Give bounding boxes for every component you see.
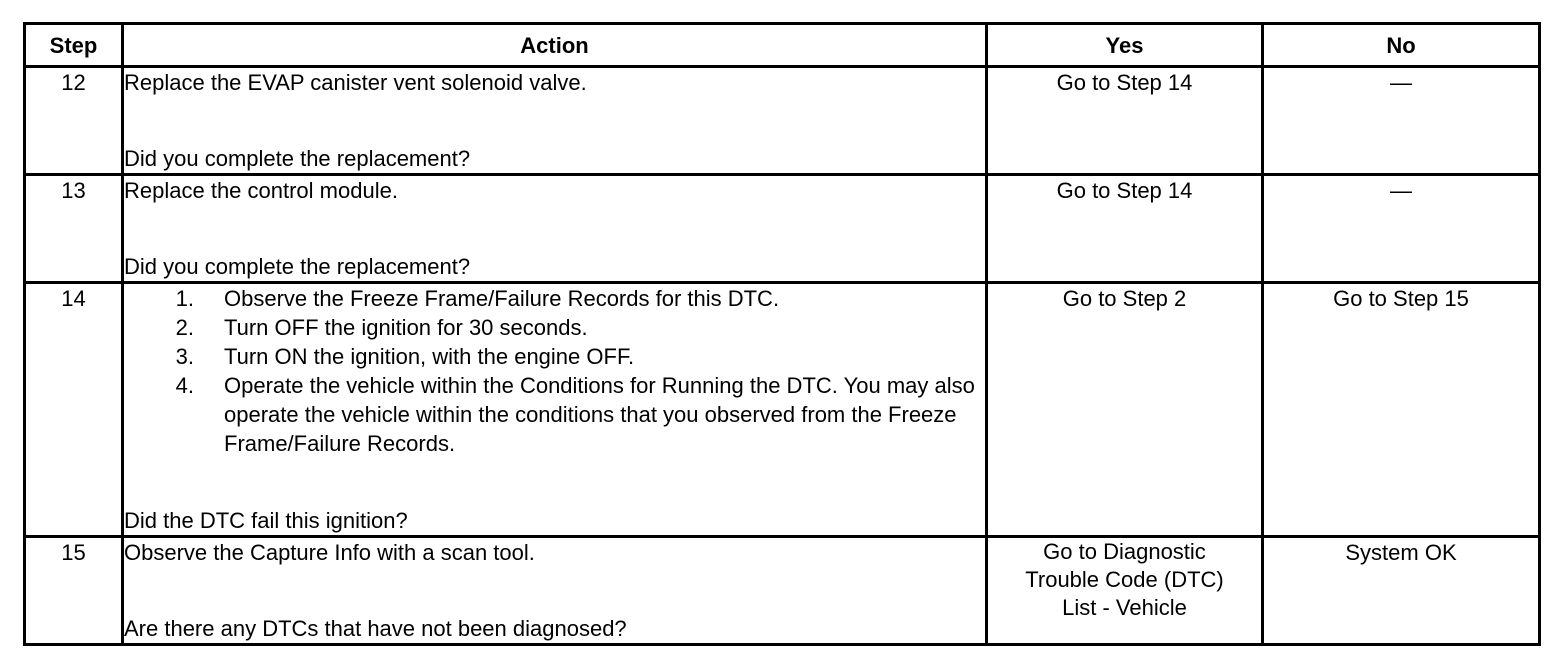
action-cell <box>123 536 987 644</box>
yes-cell <box>987 536 1263 644</box>
step-number: 14 <box>25 283 123 537</box>
action-cell <box>123 283 987 537</box>
yes-line: Trouble Code (DTC) <box>1025 566 1224 592</box>
yes-cell: Go to Step 14 <box>987 175 1263 283</box>
diagnostic-table <box>23 22 1541 646</box>
action-text: Replace the EVAP canister vent solenoid valve. <box>124 70 587 95</box>
action-cell <box>123 175 987 283</box>
list-item: 3. Turn ON the ignition, with the engine OFF. <box>175 344 635 370</box>
yes-line: List - Vehicle <box>1062 594 1187 620</box>
action-cell <box>123 67 987 175</box>
header-step: Step <box>25 24 123 67</box>
header-action: Action <box>123 24 987 67</box>
step-number: 12 <box>25 67 123 175</box>
table-row <box>25 175 1540 283</box>
action-text: Observe the Capture Info with a scan tool. <box>124 539 535 565</box>
no-cell: — <box>1263 67 1540 175</box>
table-row <box>25 536 1540 644</box>
step-number: 15 <box>25 536 123 644</box>
procedure-list <box>124 284 985 458</box>
yes-line: Go to Diagnostic <box>1043 538 1206 564</box>
yes-cell: Go to Step 14 <box>987 67 1263 175</box>
action-question: Did you complete the replacement? <box>124 146 471 172</box>
yes-cell: Go to Step 2 <box>987 283 1263 537</box>
list-item: 2. Turn OFF the ignition for 30 seconds. <box>175 315 588 341</box>
action-question: Are there any DTCs that have not been diagnosed? <box>124 616 627 641</box>
no-cell: Go to Step 15 <box>1263 283 1540 537</box>
no-cell: — <box>1263 175 1540 283</box>
header-yes: Yes <box>987 24 1263 67</box>
action-question: Did the DTC fail this ignition? <box>124 507 408 533</box>
header-row <box>25 24 1540 67</box>
table-row <box>25 283 1540 537</box>
header-no: No <box>1263 24 1540 67</box>
table-row <box>25 67 1540 175</box>
no-cell: System OK <box>1263 536 1540 644</box>
list-item: 1. Observe the Freeze Frame/Failure Records for this DTC. <box>175 286 780 312</box>
action-text: Replace the control module. <box>124 178 398 204</box>
step-number: 13 <box>25 175 123 283</box>
action-question: Did you complete the replacement? <box>124 254 471 280</box>
list-item: 4. Operate the vehicle within the Conditions for Running the DTC. You may also operate the vehicle within the conditions that you observed from the Freeze Frame/Failure Records. <box>175 373 975 457</box>
